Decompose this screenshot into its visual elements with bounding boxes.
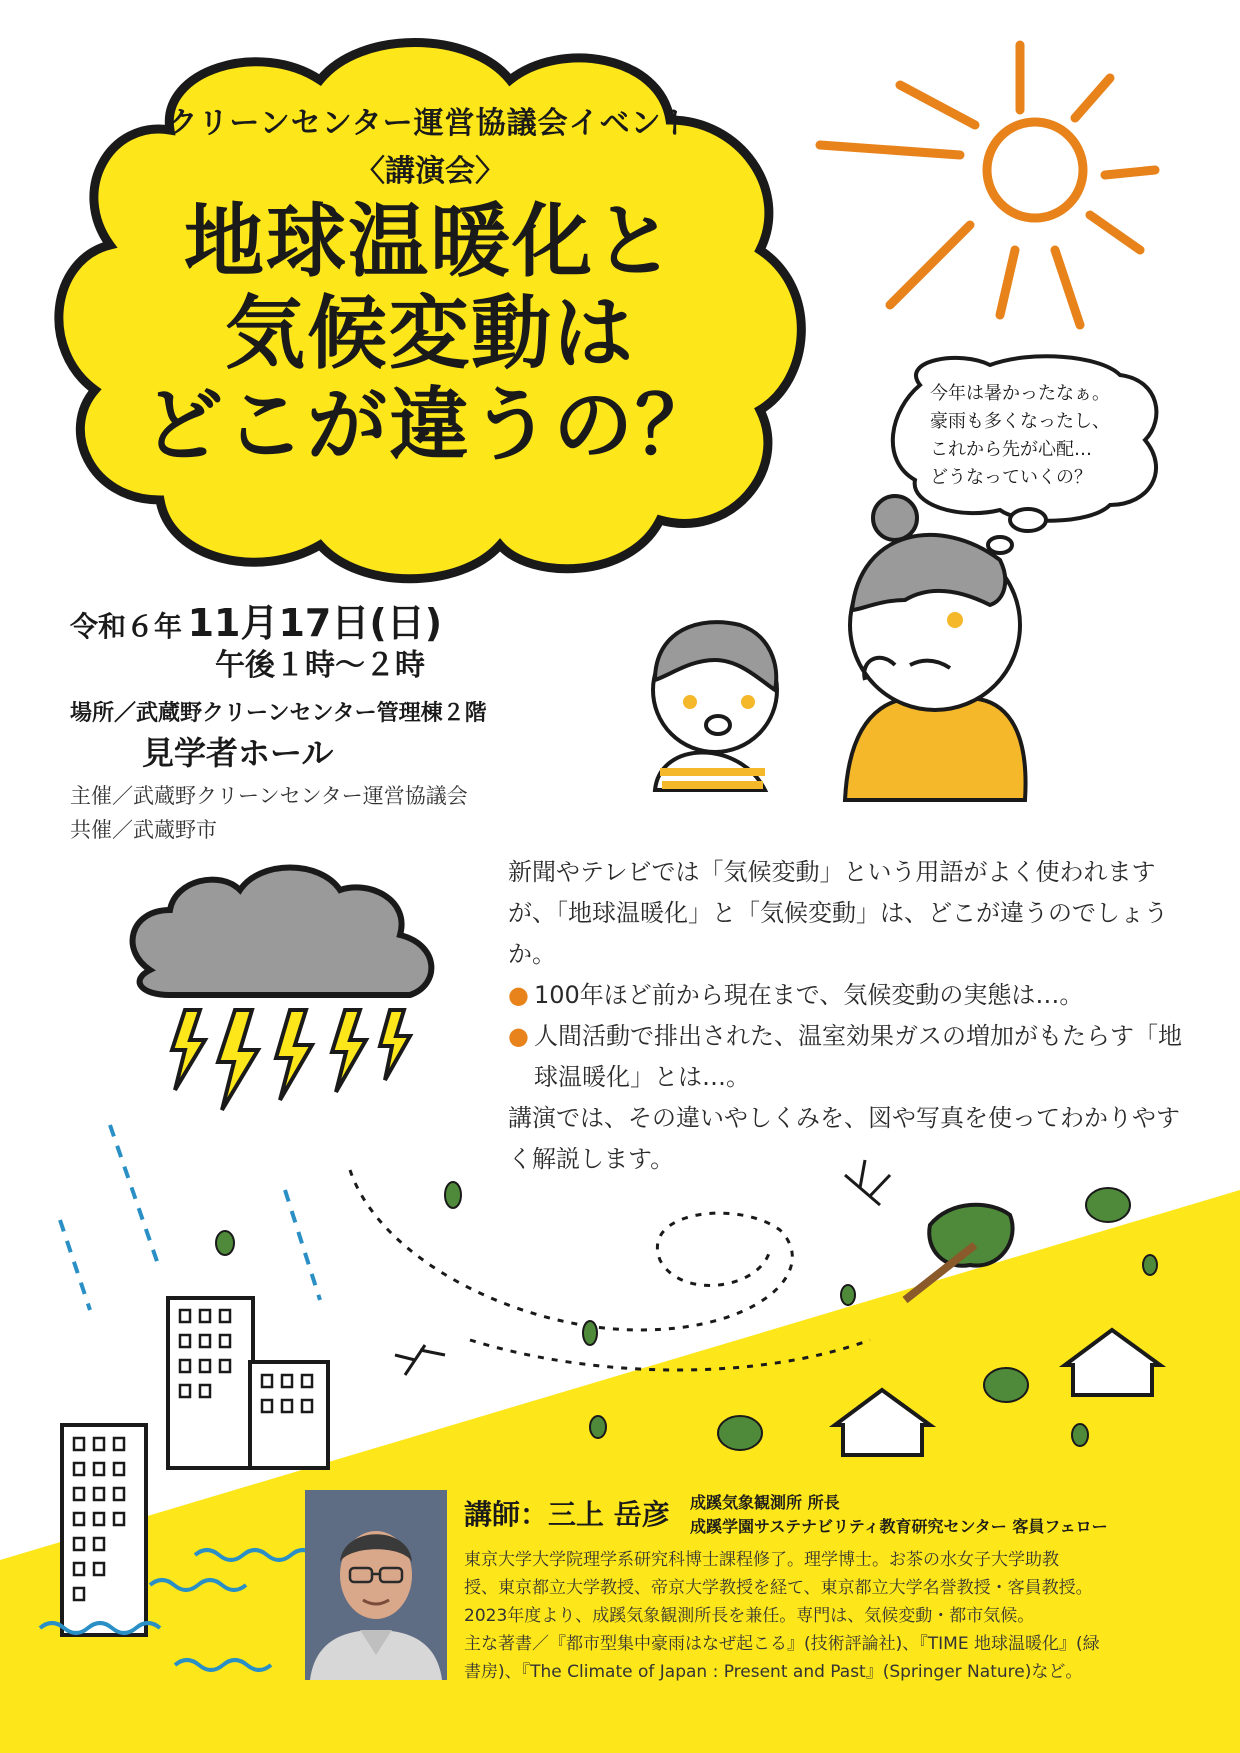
- bullet-text: 100年ほど前から現在まで、気候変動の実態は…。: [534, 981, 1084, 1009]
- bullet-text: 人間活動で排出された、温室効果ガスの増加がもたらす「地球温暖化」とは…。: [534, 1022, 1182, 1091]
- thought-line-4: どうなっていくの？: [930, 467, 1092, 488]
- bio-line-4: 主な著書／『都市型集中豪雨はなぜ起こる』(技術評論社)、『TIME 地球温暖化』(緑: [464, 1634, 1100, 1654]
- thought-line-1: 今年は暑かったなぁ。: [930, 383, 1110, 404]
- lecturer-photo: [305, 1490, 447, 1680]
- sun-icon: [820, 45, 1155, 325]
- description-bullet-2: [508, 1016, 1188, 1098]
- event-time: 午後１時～２時: [215, 648, 425, 683]
- thought-line-2: 豪雨も多くなったし、: [930, 411, 1110, 432]
- event-name: クリーンセンター運営協議会イベント: [167, 106, 693, 141]
- main-title-line-3: どこが違うの？: [143, 379, 717, 472]
- event-place: 場所／武蔵野クリーンセンター管理棟２階: [70, 701, 487, 726]
- date-era: 令和６年: [70, 610, 183, 643]
- event-description: [508, 852, 1188, 1180]
- lecturer-name: 講師：三上 岳彦: [464, 1498, 670, 1531]
- thought-bubble-text: [930, 380, 1170, 492]
- main-title-line-2: 気候変動は: [225, 287, 635, 380]
- lecture-tag: 〈講演会〉: [355, 154, 505, 189]
- bio-line-3: 2023年度より、成蹊気象観測所長を兼任。専門は、気候変動・都市気候。: [464, 1606, 1035, 1626]
- rain-lines: [60, 1125, 320, 1310]
- description-intro: 新聞やテレビでは「気候変動」という用語がよく使われますが、「地球温暖化」と「気候変動」は、どこが違うのでしょうか。: [508, 858, 1168, 968]
- mother-child-illustration: [653, 496, 1026, 800]
- date-day: 11月17日(日): [187, 601, 443, 645]
- bio-line-5: 書房)、『The Climate of Japan : Present and Past』(Springer Nature)など。: [464, 1662, 1083, 1682]
- bullet-dot-icon: ●: [508, 981, 529, 1009]
- main-title: [100, 196, 760, 472]
- main-title-line-1: 地球温暖化と: [184, 195, 676, 288]
- event-hall: 見学者ホール: [142, 734, 334, 772]
- co-host-organizer: 共催／武蔵野市: [70, 818, 217, 842]
- host-organizer: 主催／武蔵野クリーンセンター運営協議会: [70, 784, 468, 808]
- description-bullet-1: [508, 975, 1188, 1016]
- lecturer-affiliation-1: 成蹊気象観測所 所長: [690, 1493, 840, 1512]
- lecturer-affiliation-2: 成蹊学園サステナビリティ教育研究センター 客員フェロー: [690, 1517, 1108, 1536]
- lecturer-bio: [464, 1546, 1194, 1686]
- description-closing: 講演では、その違いやしくみを、図や写真を使ってわかりやすく解説します。: [508, 1104, 1180, 1173]
- thought-line-3: これから先が心配…: [930, 439, 1092, 460]
- bio-line-1: 東京大学大学院理学系研究科博士課程修了。理学博士。お茶の水女子大学助教: [464, 1550, 1059, 1570]
- title-block: [100, 98, 760, 472]
- bio-line-2: 授、東京都立大学教授、帝京大学教授を経て、東京都立大学名誉教授・客員教授。: [464, 1578, 1093, 1598]
- bullet-dot-icon: ●: [508, 1022, 529, 1050]
- event-date: [70, 592, 442, 647]
- wind-swirl: [350, 1170, 792, 1330]
- storm-cloud-icon: [133, 868, 432, 1111]
